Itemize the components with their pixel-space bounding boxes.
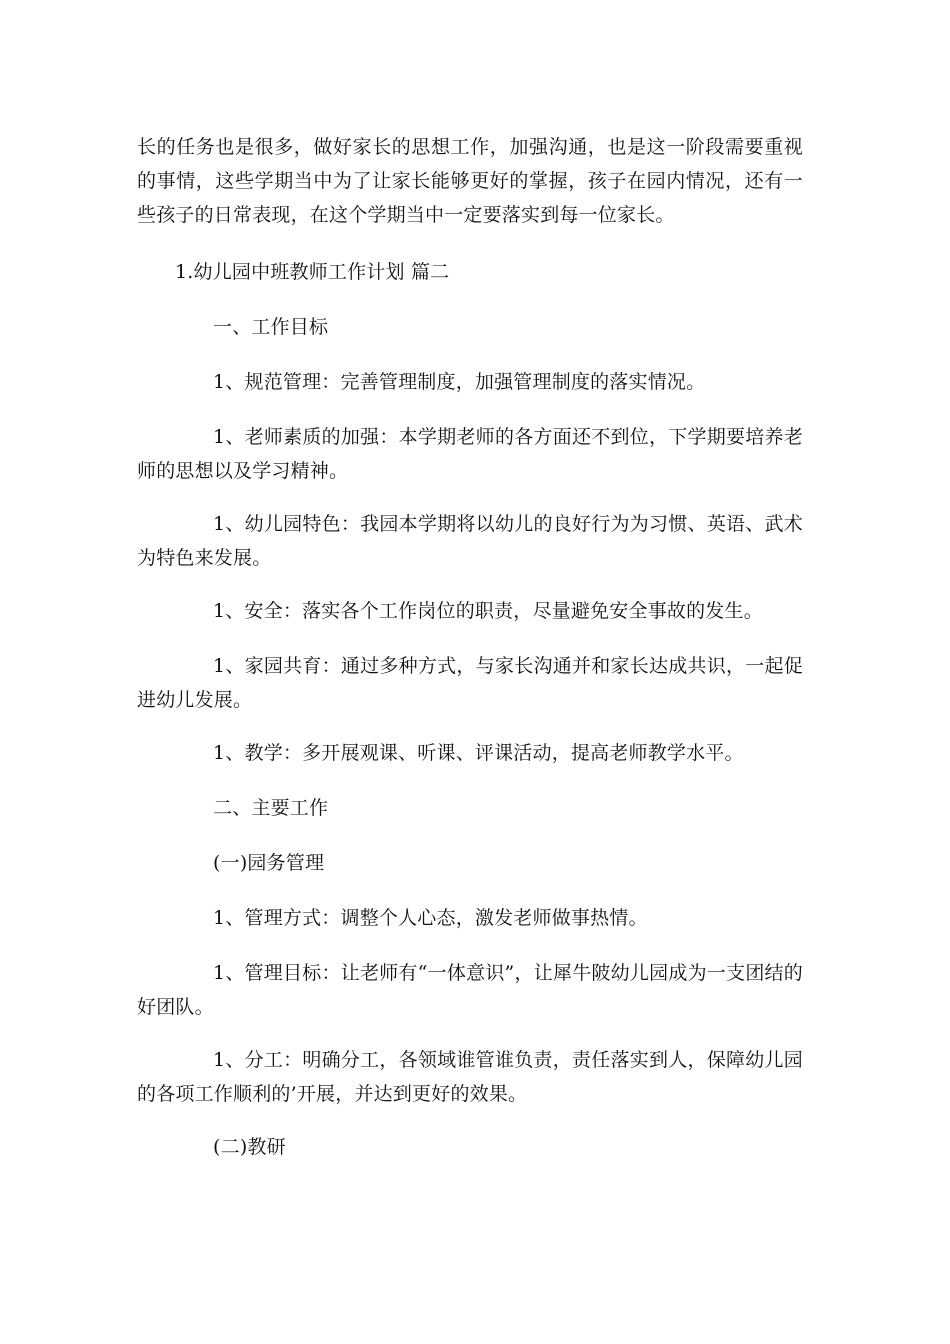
paragraph-management-style: 1、管理方式：调整个人心态，激发老师做事热情。 (213, 907, 648, 929)
paragraph-goal-teaching: 1、教学：多开展观课、听课、评课活动，提高老师教学水平。 (213, 742, 744, 764)
paragraph-goal-safety: 1、安全：落实各个工作岗位的职责，尽量避免安全事故的发生。 (213, 600, 763, 622)
paragraph-parent-work-continuation: 长的任务也是很多，做好家长的思想工作，加强沟通，也是这一阶段需要重视的事情，这些学期当中为了让家长能够更好的掌握，孩子在园内情况，还有一些孩子的日常表现，在这个学期当中一定要落实到每一位家长。 (137, 136, 803, 226)
paragraph-division-of-labor: 1、分工：明确分工，各领域谁管谁负责，责任落实到人，保障幼儿园的各项工作顺利的’开展，并达到更好的效果。 (137, 1049, 803, 1105)
section-title-plan-part-two: 1.幼儿园中班教师工作计划 篇二 (175, 261, 450, 283)
paragraph-goal-kindergarten-features: 1、幼儿园特色：我园本学期将以幼儿的良好行为为习惯、英语、武术为特色来发展。 (137, 513, 803, 569)
paragraph-goal-teacher-quality: 1、老师素质的加强：本学期老师的各方面还不到位，下学期要培养老师的思想以及学习精神。 (137, 426, 803, 482)
heading-work-goals: 一、工作目标 (213, 316, 329, 338)
subheading-administration: (一)园务管理 (213, 852, 325, 874)
subheading-teaching-research: (二)教研 (213, 1136, 286, 1158)
heading-main-work: 二、主要工作 (213, 797, 329, 819)
paragraph-goal-standard-management: 1、规范管理：完善管理制度，加强管理制度的落实情况。 (213, 371, 706, 393)
paragraph-goal-home-school: 1、家园共育：通过多种方式，与家长沟通并和家长达成共识，一起促进幼儿发展。 (137, 655, 803, 711)
paragraph-management-target: 1、管理目标：让老师有“一体意识”，让犀牛陂幼儿园成为一支团结的好团队。 (137, 962, 803, 1018)
